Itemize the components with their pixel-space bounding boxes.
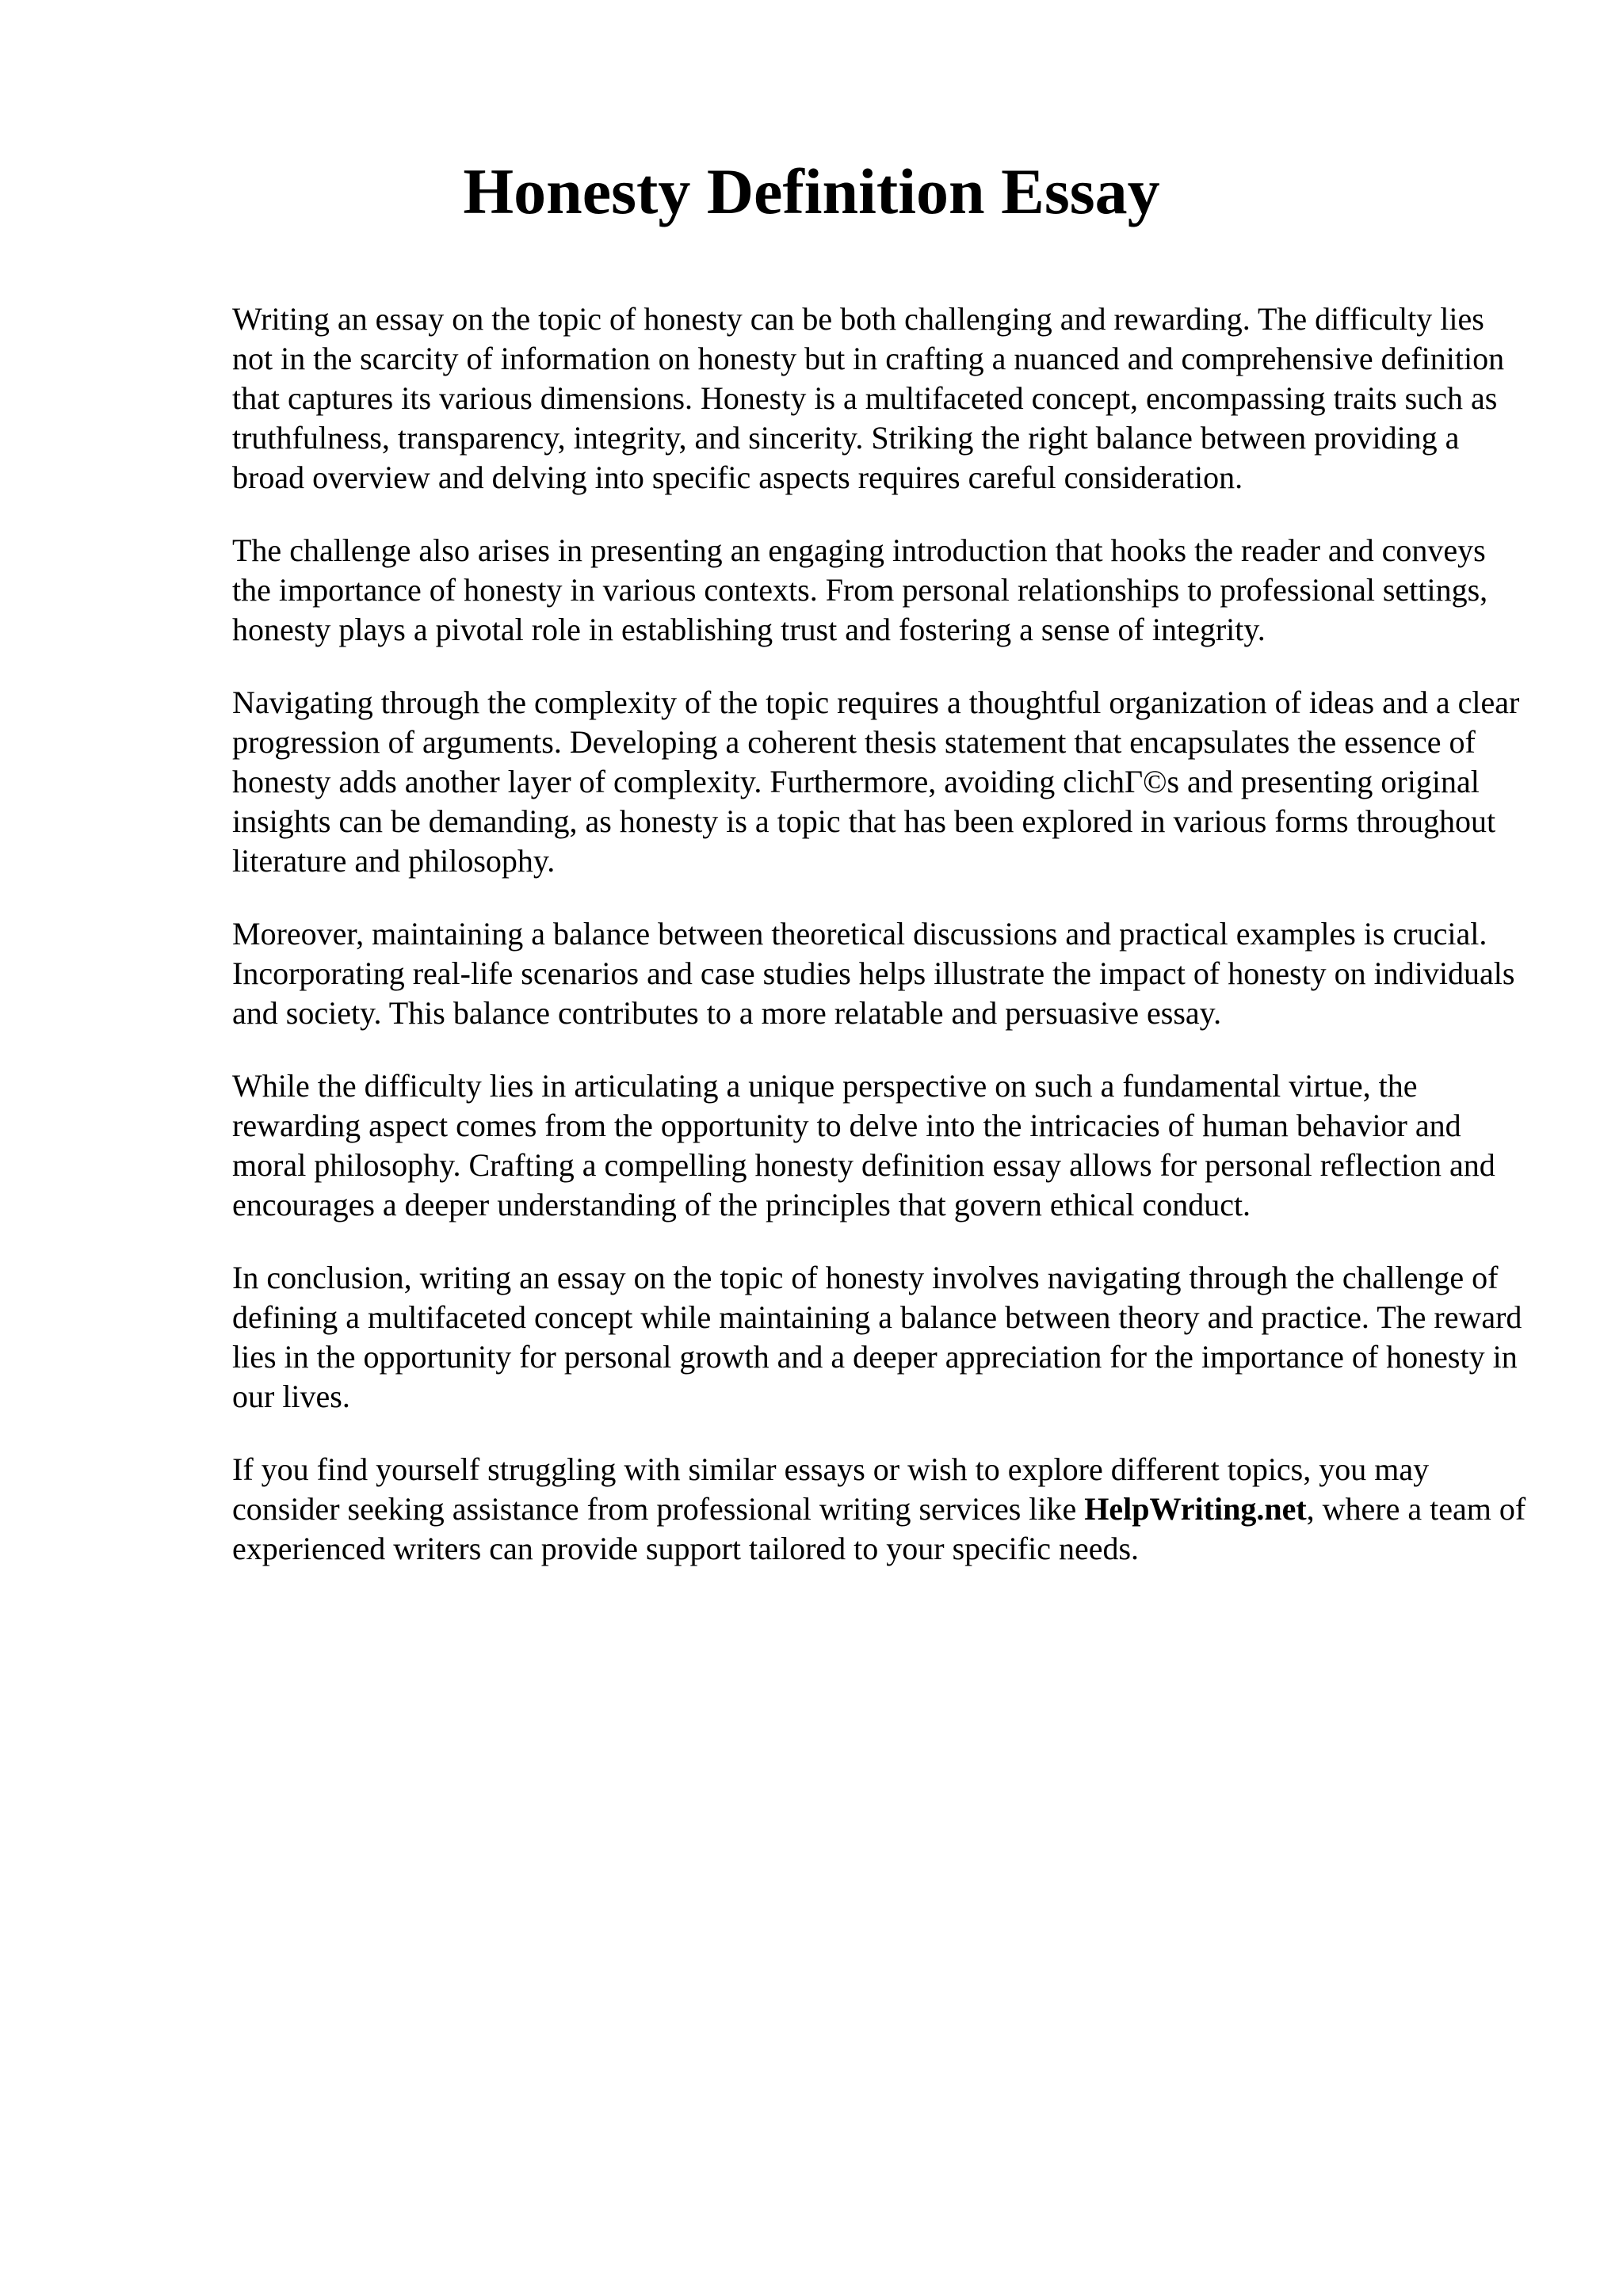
paragraph-6: In conclusion, writing an essay on the topic of honesty involves navigating through the challenge of defining a multifaceted concept while maintaining a balance between theory and practice. The reward lies in the opportunity for personal growth and a deeper appreciation for the importance of honesty in our lives.: [232, 1260, 1522, 1414]
essay-body: [232, 299, 1532, 1602]
document-title: Honesty Definition Essay: [463, 155, 1160, 227]
closing-text-before: If you find yourself struggling with similar essays or wish to explore different topics, you may consider seeking assistance from professional writing services like: [232, 1451, 1430, 1527]
paragraph-1: Writing an essay on the topic of honesty can be both challenging and rewarding. The difficulty lies not in the scarcity of information on honesty but in crafting a nuanced and comprehensive definition that captures its various dimensions. Honesty is a multifaceted concept, encompassing traits such as truthfulness, transparency, integrity, and sincerity. Striking the right balance between providing a broad overview and delving into specific aspects requires careful consideration.: [232, 301, 1505, 495]
brand-link[interactable]: HelpWriting.net: [1084, 1491, 1307, 1527]
paragraph-5: While the difficulty lies in articulating a unique perspective on such a fundamental virtue, the rewarding aspect comes from the opportunity to delve into the intricacies of human behavior and moral philosophy. Crafting a compelling honesty definition essay allows for personal reflection and encourages a deeper understanding of the principles that govern ethical conduct.: [232, 1068, 1495, 1222]
paragraph-4: Moreover, maintaining a balance between theoretical discussions and practical examples is crucial. Incorporating real-life scenarios and case studies helps illustrate the impact of honesty on individuals and society. This balance contributes to a more relatable and persuasive essay.: [232, 916, 1515, 1031]
closing-paragraph: [232, 1450, 1532, 1569]
paragraph-2: The challenge also arises in presenting an engaging introduction that hooks the reader and conveys the importance of honesty in various contexts. From personal relationships to professional settings, honesty plays a pivotal role in establishing trust and fostering a sense of integrity.: [232, 532, 1488, 647]
paragraph-3: Navigating through the complexity of the topic requires a thoughtful organization of ideas and a clear progression of arguments. Developing a coherent thesis statement that encapsulates the essence of honesty adds another layer of complexity. Furthermore, avoiding clichΓ©s and presenting original insights can be demanding, as honesty is a topic that has been explored in various forms throughout literature and philosophy.: [232, 685, 1520, 879]
closing-text-after: , where a team of experienced writers can provide support tailored to your specific needs.: [232, 1491, 1526, 1566]
